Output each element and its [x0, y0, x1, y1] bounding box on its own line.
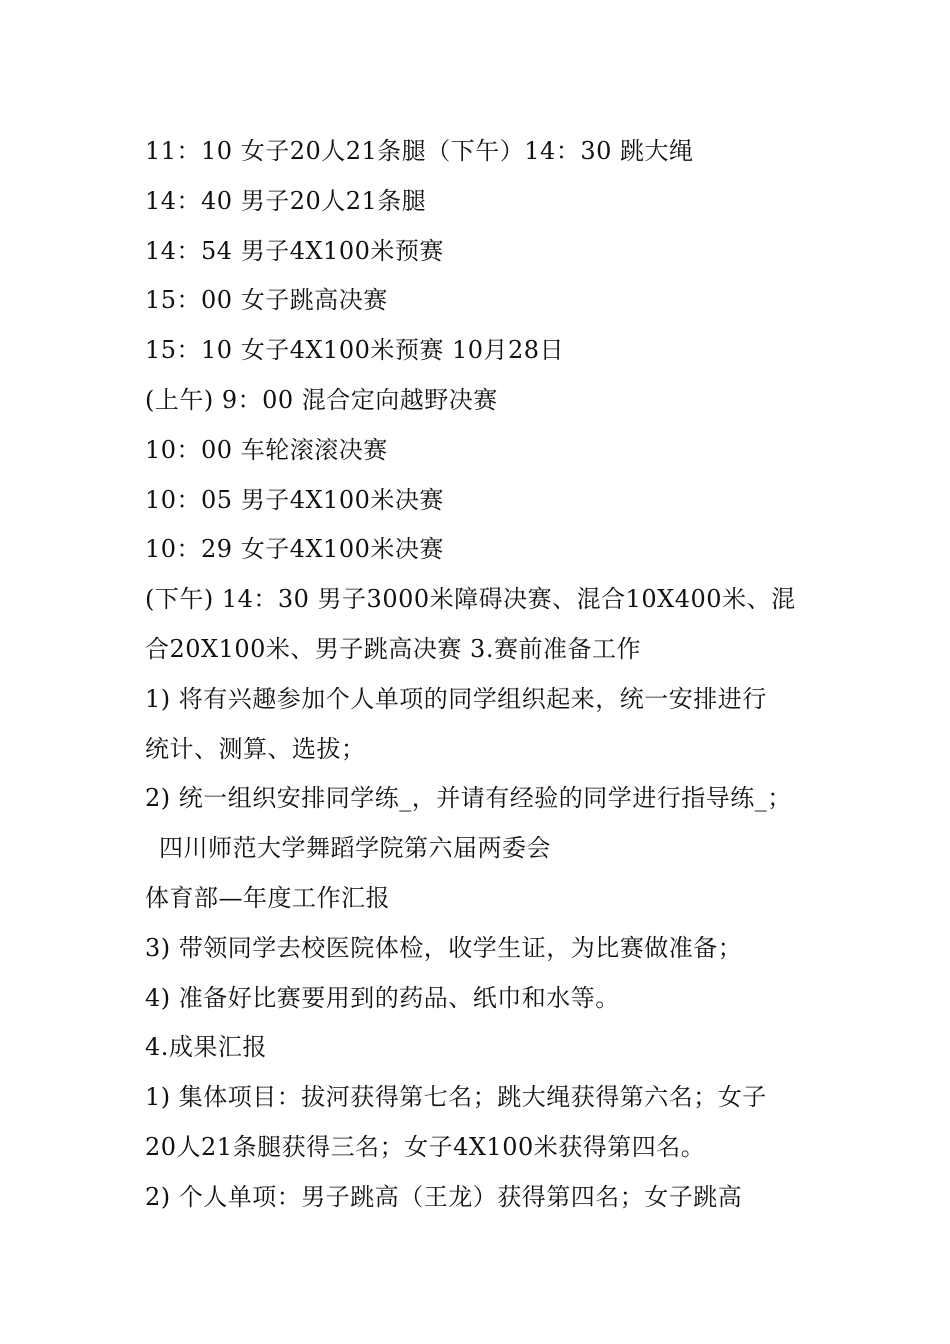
schedule-line: 14：54 男子4X100米预赛 [145, 236, 444, 265]
schedule-line: 10：05 男子4X100米决赛 [145, 485, 444, 514]
schedule-line: 11：10 女子20人21条腿（下午）14：30 跳大绳 [145, 137, 694, 165]
schedule-line: 14：40 男子20人21条腿 [145, 186, 427, 215]
schedule-line: 15：00 女子跳高决赛 [145, 286, 388, 315]
paragraph-line: 1) 集体项目：拔河获得第七名；跳大绳获得第六名；女子 [145, 1083, 767, 1112]
paragraph-line: 4) 准备好比赛要用到的药品、纸巾和水等。 [145, 983, 620, 1012]
page-header-title: 体育部—年度工作汇报 [145, 883, 390, 912]
paragraph-line: 1) 将有兴趣参加个人单项的同学组织起来，统一安排进行 [145, 684, 767, 713]
schedule-line: 15：10 女子4X100米预赛 10月28日 [145, 336, 565, 365]
schedule-line: 10：29 女子4X100米决赛 [145, 535, 444, 564]
schedule-line: (上午) 9：00 混合定向越野决赛 [145, 385, 498, 414]
document-body [145, 127, 825, 1223]
paragraph-line: 2) 统一组织安排同学练_，并请有经验的同学进行指导练_； [145, 784, 792, 813]
paragraph-line: 20人21条腿获得三名；女子4X100米获得第四名。 [145, 1132, 706, 1161]
paragraph-line: 3) 带领同学去校医院体检，收学生证，为比赛做准备； [145, 933, 743, 962]
paragraph-line: 合20X100米、男子跳高决赛 3.赛前准备工作 [145, 634, 641, 663]
schedule-line: (下午) 14：30 男子3000米障碍决赛、混合10X400米、混 [145, 585, 796, 614]
paragraph-line: 2) 个人单项：男子跳高（王龙）获得第四名；女子跳高 [145, 1182, 743, 1211]
schedule-line: 10：00 车轮滚滚决赛 [145, 435, 388, 464]
paragraph-line: 统计、测算、选拔； [145, 734, 366, 763]
section-heading: 4.成果汇报 [145, 1033, 267, 1062]
page-header-organization: 四川师范大学舞蹈学院第六届两委会 [159, 834, 551, 863]
